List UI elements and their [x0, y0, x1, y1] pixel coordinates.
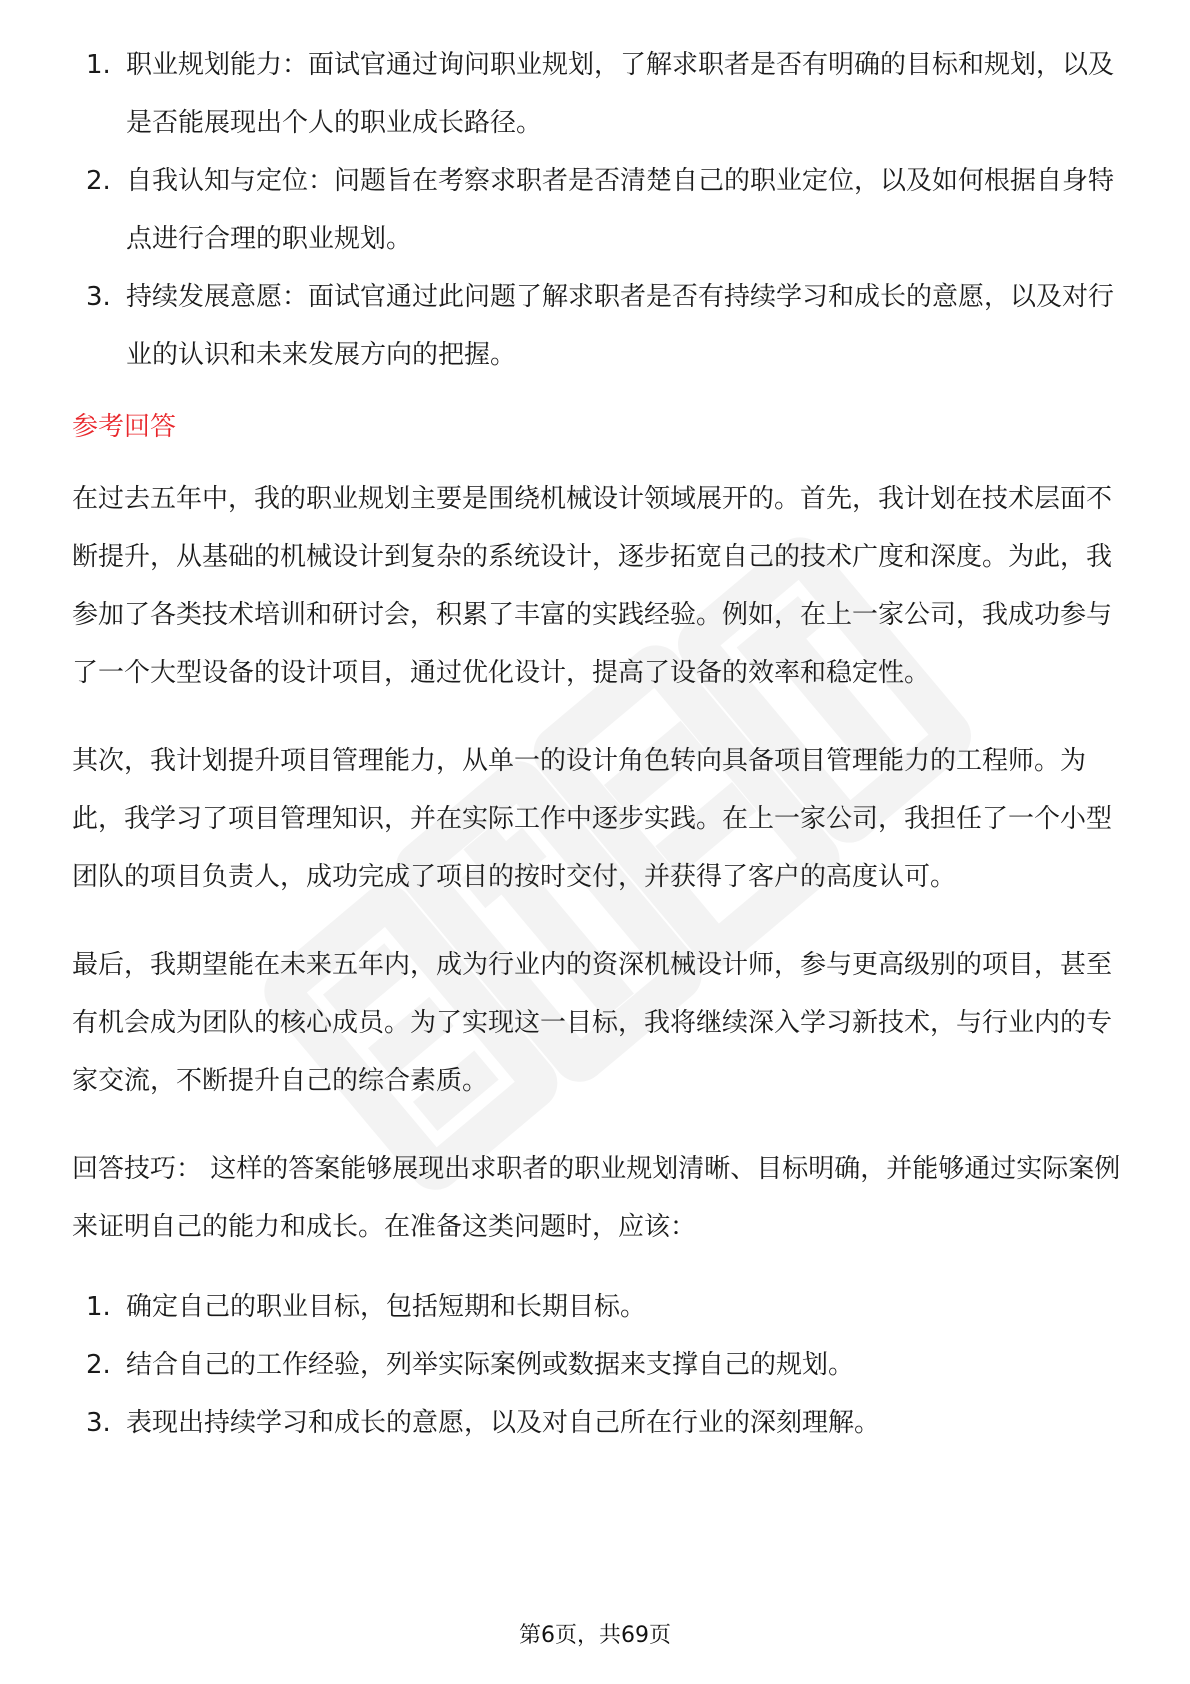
list-item	[72, 1394, 1124, 1452]
list-item	[72, 36, 1124, 152]
list-item-number: 2.	[86, 1350, 111, 1380]
content	[72, 36, 1124, 1452]
list-item	[72, 1336, 1124, 1394]
list-item-text: 确定自己的职业目标，包括短期和长期目标。	[126, 1292, 647, 1322]
list-item-text: 结合自己的工作经验，列举实际案例或数据来支撑自己的规划。	[126, 1350, 855, 1380]
answer-paragraph-1: 在过去五年中，我的职业规划主要是围绕机械设计领域展开的。首先，我计划在技术层面不断提升，从基础的机械设计到复杂的系统设计，逐步拓宽自己的技术广度和深度。为此，我参加了各类技术培训和研讨会，积累了丰富的实践经验。例如，在上一家公司，我成功参与了一个大型设备的设计项目，通过优化设计，提高了设备的效率和稳定性。	[72, 484, 1113, 688]
list-item	[72, 1278, 1124, 1336]
list-item-number: 2.	[86, 166, 111, 196]
list-item-text: 持续发展意愿：面试官通过此问题了解求职者是否有持续学习和成长的意愿，以及对行业的认识和未来发展方向的把握。	[126, 282, 1115, 370]
list-item-text: 自我认知与定位：问题旨在考察求职者是否清楚自己的职业定位，以及如何根据自身特点进行合理的职业规划。	[126, 166, 1115, 254]
evaluation-points-list	[72, 36, 1124, 384]
list-item-number: 3.	[86, 282, 111, 312]
list-item-number: 1.	[86, 50, 111, 80]
tips-list	[72, 1278, 1124, 1452]
section-heading: 参考回答	[72, 412, 177, 442]
list-item-text: 职业规划能力：面试官通过询问职业规划，了解求职者是否有明确的目标和规划，以及是否能展现出个人的职业成长路径。	[126, 50, 1115, 138]
list-item-text: 表现出持续学习和成长的意愿，以及对自己所在行业的深刻理解。	[126, 1408, 881, 1438]
answer-paragraph-2: 其次，我计划提升项目管理能力，从单一的设计角色转向具备项目管理能力的工程师。为此，我学习了项目管理知识，并在实际工作中逐步实践。在上一家公司，我担任了一个小型团队的项目负责人，成功完成了项目的按时交付，并获得了客户的高度认可。	[72, 746, 1113, 892]
list-item	[72, 152, 1124, 268]
list-item	[72, 268, 1124, 384]
answer-paragraph-3: 最后，我期望能在未来五年内，成为行业内的资深机械设计师，参与更高级别的项目，甚至有机会成为团队的核心成员。为了实现这一目标，我将继续深入学习新技术，与行业内的专家交流，不断提升自己的综合素质。	[72, 950, 1113, 1096]
answer-tips: 回答技巧： 这样的答案能够展现出求职者的职业规划清晰、目标明确，并能够通过实际案例来证明自己的能力和成长。在准备这类问题时，应该：	[72, 1154, 1121, 1242]
page-footer: 第6页，共69页	[519, 1623, 671, 1648]
list-item-number: 3.	[86, 1408, 111, 1438]
list-item-number: 1.	[86, 1292, 111, 1322]
